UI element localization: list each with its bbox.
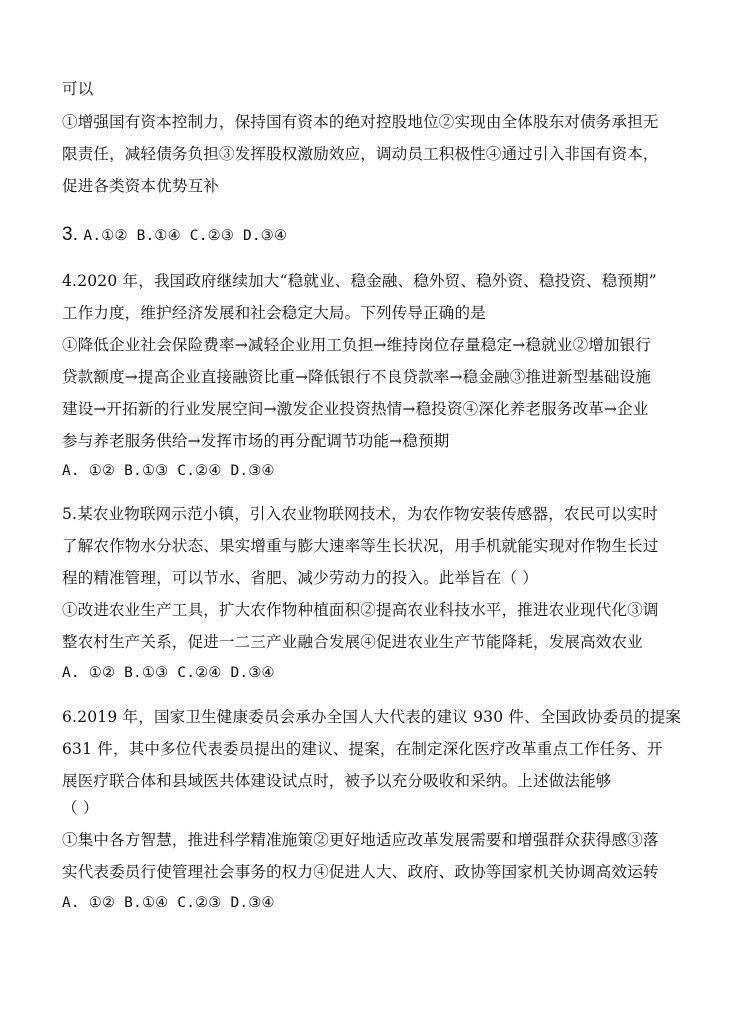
question-3-options [62,224,682,247]
question-4-line-2: 工作力度，维护经济发展和社会稳定大局。下列传导正确的是 [62,304,486,322]
question-4-line-6: 参与养老服务供给→发挥市场的再分配调节功能→稳预期 [62,432,450,450]
question-6-line-4: （ ） [62,799,99,817]
question-6-line-6: 实代表委员行使管理社会事务的权力④促进人大、政府、政协等国家机关协调高效运转 [62,863,659,881]
question-4-line-1: 4.2020 年，我国政府继续加大“稳就业、稳金融、稳外贸、稳外资、稳投资、稳预期” [62,272,657,290]
question-4-line-5: 建设→开拓新的行业发展空间→激发企业投资热情→稳投资④深化养老服务改革→企业 [62,400,649,418]
prev-question-line-2: ①增强国有资本控制力，保持国有资本的绝对控股地位②实现由全体股东对债务承担无 [62,113,659,131]
question-6-line-2: 631 件，其中多位代表委员提出的建议、提案，在制定深化医疗改革重点工作任务、开 [62,740,663,758]
question-5-line-5: 整农村生产关系，促进一二三产业融合发展④促进农业生产节能降耗，发展高效农业 [62,633,643,651]
question-4-options: A. ①② B.①③ C.②④ D.③④ [62,463,275,479]
question-3-option-text: A.①② B.①④ C.②③ D.③④ [83,228,288,244]
question-5-line-4: ①改进农业生产工具，扩大农作物种植面积②提高农业科技水平，推进农业现代化③调 [62,601,659,619]
question-6-options: A. ①② B.①④ C.②③ D.③④ [62,895,275,911]
question-5-options: A. ①② B.①③ C.②④ D.③④ [62,665,275,681]
question-5-line-2: 了解农作物水分状态、果实增重与膨大速率等生长状况，用手机就能实现对作物生长过 [62,537,659,555]
question-6-line-3: 展医疗联合体和县域医共体建设试点时，被予以充分吸收和采纳。上述做法能够 [62,772,612,790]
question-4-line-3: ①降低企业社会保险费率→减轻企业用工负担→维持岗位存量稳定→稳就业②增加银行 [62,336,652,354]
question-3-number: 3. [62,224,79,245]
prev-question-line-3: 限责任，减轻债务负担③发挥股权激励效应，调动员工积极性④通过引入非国有资本， [62,145,659,163]
question-6-line-5: ①集中各方智慧，推进科学精准施策②更好地适应改革发展需要和增强群众获得感③落 [62,831,659,849]
question-5-line-3: 程的精准管理，可以节水、省肥、减少劳动力的投入。此举旨在（ ） [62,569,539,587]
question-6-line-1: 6.2019 年，国家卫生健康委员会承办全国人大代表的建议 930 件、全国政协委员的提案 [62,708,682,726]
question-5-line-1: 5.某农业物联网示范小镇，引入农业物联网技术，为农作物安装传感器，农民可以实时 [62,505,659,523]
prev-question-line-4: 促进各类资本优势互补 [62,177,220,195]
prev-question-line-1: 可以 [62,80,94,98]
question-4-line-4: 贷款额度→提高企业直接融资比重→降低银行不良贷款率→稳金融③推进新型基础设施 [62,368,652,386]
